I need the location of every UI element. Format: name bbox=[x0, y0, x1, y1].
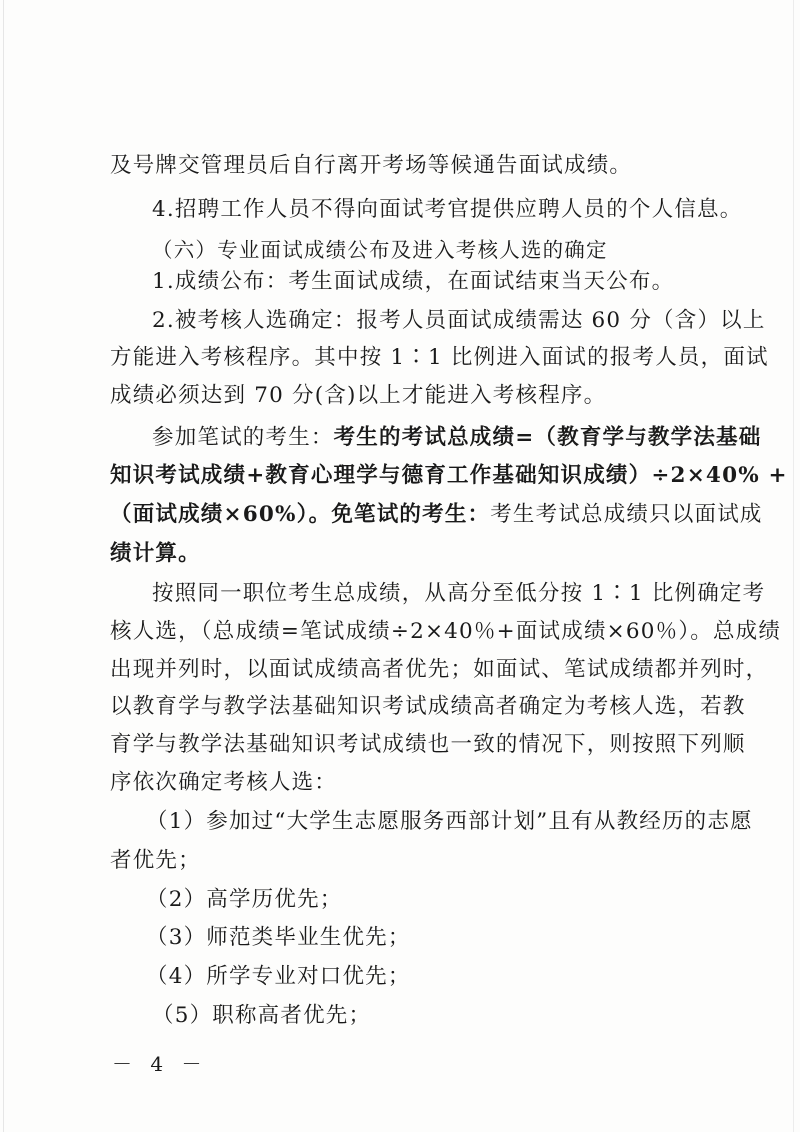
list-item: （1）参加过“大学生志愿服务西部计划”且有从教经历的志愿 bbox=[146, 809, 753, 834]
scan-edge-left bbox=[3, 0, 4, 1132]
text-line: 方能进入考核程序。其中按 1∶1 比例进入面试的报考人员，面试 bbox=[110, 345, 769, 370]
bold-text-line: 绩计算。 bbox=[110, 541, 201, 566]
page-number: － 4 － bbox=[112, 1052, 208, 1076]
text-line: 以教育学与教学法基础知识考试成绩高者确定为考核人选，若教 bbox=[110, 694, 746, 719]
bold-text-segment: （面试成绩×60%）。免笔试的考生： bbox=[110, 502, 491, 527]
text-line: 4.招聘工作人员不得向面试考官提供应聘人员的个人信息。 bbox=[152, 197, 743, 222]
section-heading: （六）专业面试成绩公布及进入考核人选的确定 bbox=[152, 238, 608, 262]
text-line bbox=[152, 420, 761, 451]
text-line: 序依次确定考核人选： bbox=[110, 770, 338, 795]
list-item: （2）高学历优先； bbox=[146, 887, 343, 912]
bold-text-segment: 考生的考试总成绩=（教育学与教学法基础 bbox=[333, 425, 762, 450]
text-line: 育学与教学法基础知识考试成绩也一致的情况下，则按照下列顺 bbox=[110, 732, 746, 757]
scan-edge-right bbox=[793, 0, 794, 1132]
text-line: 及号牌交管理员后自行离开考场等候通告面试成绩。 bbox=[110, 153, 633, 178]
list-item: （3）师范类毕业生优先； bbox=[146, 925, 411, 950]
text-line: 1.成绩公布：考生面试成绩，在面试结束当天公布。 bbox=[152, 269, 675, 294]
text-segment: 参加笔试的考生： bbox=[152, 425, 334, 450]
list-item: （5）职称高者优先； bbox=[152, 1003, 372, 1028]
list-item: （4）所学专业对口优先； bbox=[146, 964, 411, 989]
list-item-continuation: 者优先； bbox=[110, 848, 201, 873]
text-line: 成绩必须达到 70 分(含)以上才能进入考核程序。 bbox=[110, 383, 607, 408]
text-segment: 考生考试总成绩只以面试成 bbox=[490, 502, 763, 527]
text-line: 核人选，（总成绩=笔试成绩÷2×40％+面试成绩×60％）。总成绩 bbox=[110, 619, 782, 644]
bold-text-line: 知识考试成绩+教育心理学与德育工作基础知识成绩）÷2×40% + bbox=[110, 463, 788, 488]
text-line: 按照同一职位考生总成绩，从高分至低分按 1∶1 比例确定考 bbox=[152, 581, 766, 606]
text-line: 2.被考核人选确定：报考人员面试成绩需达 60 分（含）以上 bbox=[152, 308, 766, 333]
text-line bbox=[110, 497, 763, 528]
text-line: 出现并列时，以面试成绩高者优先；如面试、笔试成绩都并列时， bbox=[110, 657, 769, 682]
